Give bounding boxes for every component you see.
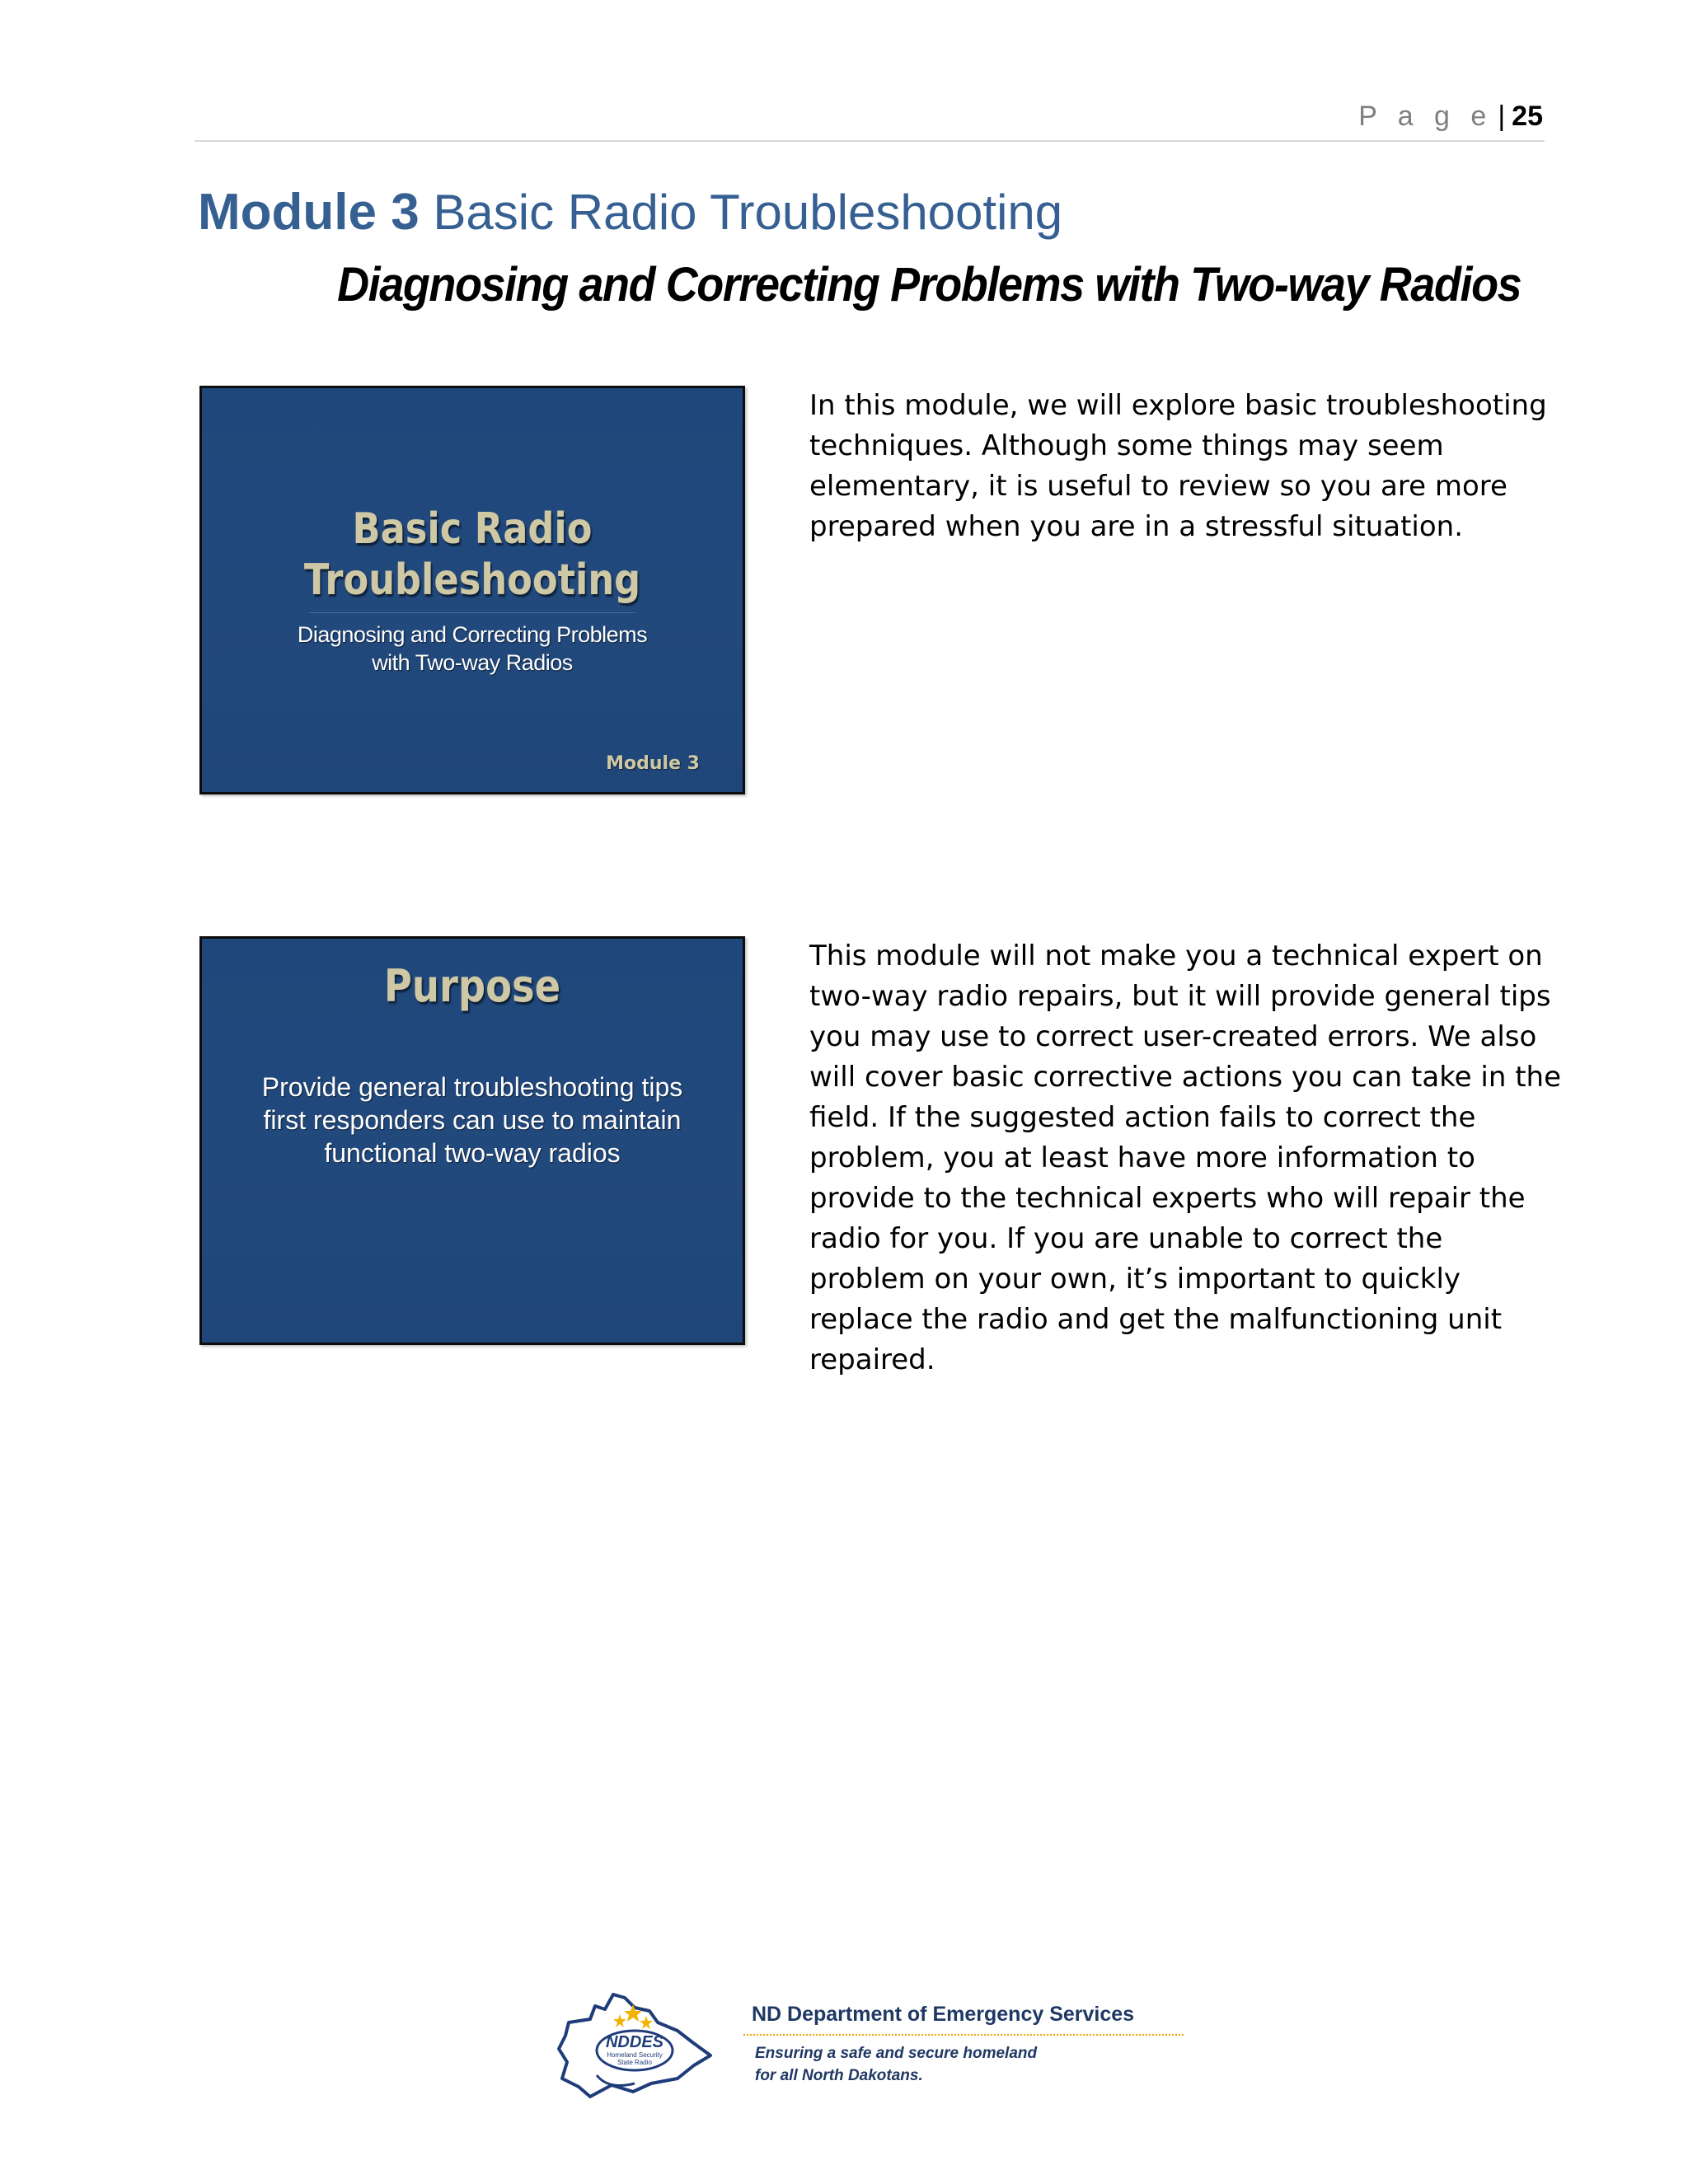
- logo-subtext: Homeland Security: [607, 2051, 663, 2059]
- module-subtitle: Diagnosing and Correcting Problems with Two-way Radios: [336, 258, 1521, 312]
- page-label: P a g e: [1358, 101, 1493, 132]
- slide-divider: [309, 612, 635, 613]
- intro-paragraph: [809, 386, 1547, 547]
- slide-title-line: Basic Radio: [352, 504, 593, 554]
- paragraph-line: elementary, it is useful to review so you are more: [809, 470, 1507, 503]
- paragraph-line: problem on your own, it’s important to quickly: [809, 1263, 1461, 1296]
- slide-body-line: first responders can use to maintain: [263, 1105, 682, 1135]
- slide-module-label: Module 3: [606, 753, 700, 774]
- paragraph-line: you may use to correct user-created errors. We also: [809, 1020, 1537, 1053]
- paragraph-line: will cover basic corrective actions you can take in the: [809, 1061, 1562, 1094]
- paragraph-line: problem, you at least have more information to: [809, 1141, 1475, 1174]
- slide-purpose-image: [199, 936, 745, 1345]
- slide-subtitle-line: with Two-way Radios: [372, 650, 573, 675]
- purpose-paragraph: [809, 936, 1562, 1380]
- module-title-text: Basic Radio Troubleshooting: [433, 185, 1063, 240]
- paragraph-line: techniques. Although some things may seem: [809, 429, 1444, 462]
- footer-tagline: [755, 2042, 1037, 2087]
- footer-tagline-line: Ensuring a safe and secure homeland: [755, 2045, 1038, 2062]
- paragraph-line: radio for you. If you are unable to correct the: [809, 1222, 1443, 1255]
- paragraph-line: replace the radio and get the malfunctioning unit: [809, 1303, 1503, 1336]
- page-number: [1358, 101, 1543, 133]
- logo-text: NDDES: [605, 2033, 664, 2051]
- page-number-value: 25: [1512, 101, 1543, 132]
- slide-body-line: functional two-way radios: [324, 1138, 621, 1168]
- paragraph-line: field. If the suggested action fails to correct the: [809, 1101, 1476, 1134]
- module-title: [198, 183, 1062, 241]
- paragraph-line: prepared when you are in a stressful situation.: [809, 510, 1464, 543]
- slide-title-image: [199, 386, 745, 794]
- logo-subtext: State Radio: [617, 2059, 652, 2066]
- footer-divider: [743, 2034, 1184, 2036]
- page-header: [195, 99, 1545, 142]
- slide-subtitle: [202, 621, 743, 677]
- slide-subtitle-line: Diagnosing and Correcting Problems: [297, 622, 648, 647]
- slide-body: [202, 1071, 743, 1169]
- paragraph-line: provide to the technical experts who will repair the: [809, 1182, 1526, 1215]
- nddes-logo: [554, 1986, 715, 2103]
- slide-body-line: Provide general troubleshooting tips: [261, 1072, 683, 1102]
- paragraph-line: In this module, we will explore basic troubleshooting: [809, 389, 1547, 422]
- module-label: Module 3: [198, 184, 420, 241]
- paragraph-line: repaired.: [809, 1343, 935, 1376]
- paragraph-line: This module will not make you a technical expert on: [809, 940, 1543, 972]
- slide-title: [240, 960, 705, 1014]
- slide-title: [240, 504, 705, 607]
- footer-tagline-line: for all North Dakotans.: [755, 2067, 923, 2084]
- slide-title-line: Purpose: [383, 960, 561, 1012]
- page-separator: |: [1498, 101, 1506, 132]
- footer-org-name: ND Department of Emergency Services: [752, 2003, 1135, 2026]
- paragraph-line: two-way radio repairs, but it will provide general tips: [809, 980, 1551, 1013]
- slide-title-line: Troubleshooting: [303, 555, 641, 606]
